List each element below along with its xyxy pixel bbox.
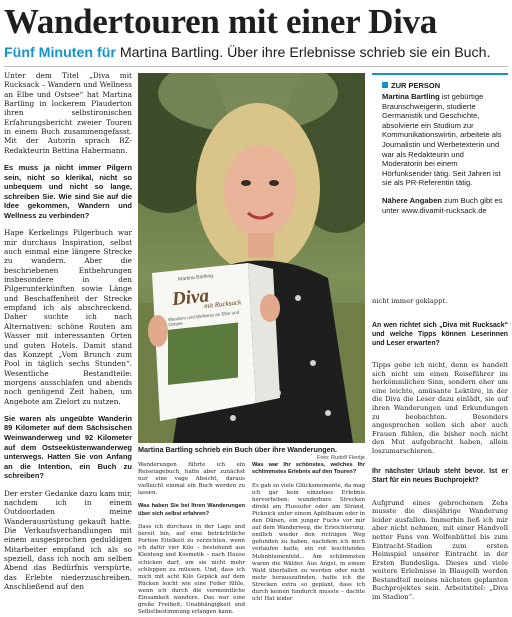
headline-rule: [4, 66, 508, 67]
person-bio: [382, 92, 504, 188]
left-column: [4, 71, 132, 592]
more-info-text: zum Buch gibt es unter www.divamit-rucksack.de: [382, 195, 503, 215]
answer-4-end: nicht immer geklappt.: [372, 296, 448, 305]
subheadline-kicker: Fünf Minuten für: [4, 45, 116, 61]
square-icon: [382, 82, 388, 88]
subheadline-text: Martina Bartling. Über ihre Erlebnisse schrieb sie ein Buch.: [115, 45, 491, 61]
person-more-info: [382, 196, 504, 215]
person-box-tag-label: ZUR PERSON: [391, 81, 441, 90]
middle-column: [138, 462, 245, 616]
intro-text: Unter dem Titel „Diva mit Rucksack – Wandern und Wellness an Elbe und Ostsee“ hat Martina Bartling in lockerem Plauderton ihren selbstironischen Erfahrungsbericht zweier Touren in einem Buch zusammengefasst. Mit der Autorin sprach BZ-Redakteurin Bettina Habermann.: [4, 71, 132, 155]
question-4: Was war Ihr schönstes, welches Ihr schlimmstes Erlebnis auf den Touren?: [252, 462, 365, 476]
question-6: Ihr nächster Urlaub steht bevor. Ist er Start für ein neues Buchprojekt?: [372, 468, 508, 485]
answer-4: Es gab so viele Glücksmomente, da mag ich gar kein einzelnes Erlebnis hervorheben: wunderbare Strecken direkt am Flussufer oder am Strand, Picknick unter einem Apfelbaum oder in den Dünen, ein junger Fuchs vor mir auf dem Wanderweg, die Erleichterung, endlich wieder den richtigen Weg gefunden zu haben, nachdem ich mich verlaufen hatte, ein rot leuchtendes Mohnblumenfeld... Am schlimmsten waren die Wälder. Aus Angst, in einem Wald überfallen zu werden oder nicht mehr herauszufinden, hatte ich die Strecken extra so geplant, dass ich durch keinen hindurch musste – dachte ich! Hat leider: [252, 482, 365, 603]
person-bio-text: ist gebürtige Braunschweigerin, studierte Germanistik und Geschichte, absolvierte ein Studium zur Kommunikationswirtin, arbeitete als Journalistin und Werbetexterin und war als Redakteurin und Moderatorin bei einem Hörfunksender tätig. Seit Jahren ist sie als PR-Referentin tätig.: [382, 92, 502, 188]
person-info-box: [372, 73, 508, 287]
right-column: [372, 290, 508, 608]
third-column: [252, 462, 365, 603]
answer-2-continued: Wanderungen führte ich ein Reisetagebuch, hatte aber zunächst nur eine vage Absicht, daraus vielleicht einmal ein Buch werden zu lassen.: [138, 462, 245, 497]
more-info-label: Nähere Angaben: [382, 195, 443, 205]
question-1: Es muss ja nicht immer Pilgern sein, nicht so klerikal, nicht so unbequem und nicht so lange, schreiben Sie. Wie sind Sie auf die Idee gekommen, Wandern und Wellness zu verbinden?: [4, 163, 132, 220]
answer-5: Tipps gebe ich nicht, denn es handelt sich nicht um einen Reiseführer im herkömmlichen Sinn, sondern eher um eine leichte, amüsante Lektüre, in der die Diva die Leser dazu einlädt, sie auf ihren Wanderungen und Erkundungen zu beobachten. Besonders angesprochen sollen sich aber auch Frauen fühlen, die bisher noch nicht den Mut aufgebracht haben, allein loszumarschieren.: [372, 361, 508, 455]
book-title: Diva: [171, 285, 210, 311]
person-box-tag: [382, 81, 508, 90]
subheadline: [4, 44, 508, 62]
photo-caption: [138, 445, 365, 463]
question-3: Was haben Sie bei Ihren Wanderungen über sich selbst erfahren?: [138, 503, 245, 517]
answer-6: Aufgrund eines gebrochenen Zehs musste die diesjährige Wanderung leider ausfallen. Immerhin ließ ich mir aber nicht nehmen, mit einer Handvoll netter Fans von Wolfenbüttel bis zum Eintracht-Stadion zum ersten Heimspiel unserer Eintracht in der Ersten Bundesliga. Dieses und viele weitere Erlebnisse in Blaugelb werden Bestandteil meines nächsten geplanten Buchprojektes sein. Arbeitstitel: „Diva im Stadion“.: [372, 498, 508, 602]
caption-credit: Foto: Rudolf Flentje: [317, 455, 365, 461]
person-name: Martina Bartling: [382, 92, 440, 101]
author-photo: [138, 73, 365, 443]
answer-2: Der erster Gedanke dazu kam mir, nachdem ich in einem Outdoorladen meine Wanderausrüstung gekauft hatte. Die Verkaufsverhandlungen mit einem ausgesprochen geduldigen Mitarbeiter empfand ich als so speziell, dass ich noch am selben Abend das Bedürfnis verspürte, das Erlebte niederzuschreiben. Anschließend auf den: [4, 488, 132, 592]
answer-1: Hape Kerkelings Pilgerbuch war mir durchaus Inspiration, selbst auch einmal eine längere Strecke zu wandern. Aber die beschriebenen Entbehrungen insbesondere in den Pilgerunterkünften sowie Länge und Beschaffenheit der Strecke empfand ich als abschreckend. Daher suchte ich nach Alternativen: schöne Routen am Wasser mit interessanten Orten und guten Hotels. Damit stand das Konzept „Vom Brunch zum Pool in täglich sechs Stunden“. Wesentliche Bestandteile: morgens ausschlafen und abends noch genügend Zeit haben, um Angebote am Zielort zu nutzen.: [4, 228, 132, 406]
caption-text: Martina Bartling schrieb ein Buch über ihre Wanderungen.: [138, 445, 338, 454]
answer-3: Dass ich durchaus in der Lage und bereit bin, auf eine beträchtliche Portion Eitelkeit zu verzichten, wenn ich dafür vier Kilo – bestehend aus Kleidung und Kosmetik – nach Hause schicken darf, um sie nicht mehr schleppen zu müssen. Und, dass ich mich mit acht Kilo Gepäck auf dem Rücken leicht wie eine Feder fühle, wenn ich durch die vermeintliche Einsamkeit wandere. Das war eine große Freiheit, Unabhängigkeit und Selbstbestimmung erlangen kann.: [138, 524, 245, 616]
book-subtitle: mit Rucksack: [203, 298, 242, 311]
book-tagline: Wandern und Wellness an Elbe und Ostsee: [167, 309, 240, 328]
question-2: Sie waren als ungeübte Wanderin 89 Kilometer auf dem Sächsischen Weinwanderweg und 92 Kilometer auf dem Ostseeküstenwanderweg unterwegs. Hatten Sie von Anfang an die Intention, ein Buch zu schreiben?: [4, 413, 132, 481]
headline: Wandertouren mit einer Diva: [4, 2, 437, 41]
photo-illustration: [138, 73, 365, 443]
book-author: Martina Bartling: [177, 273, 214, 283]
question-5: An wen richtet sich „Diva mit Rucksack“ und welche Tipps können Leserinnen und Leser erwarten?: [372, 321, 508, 347]
